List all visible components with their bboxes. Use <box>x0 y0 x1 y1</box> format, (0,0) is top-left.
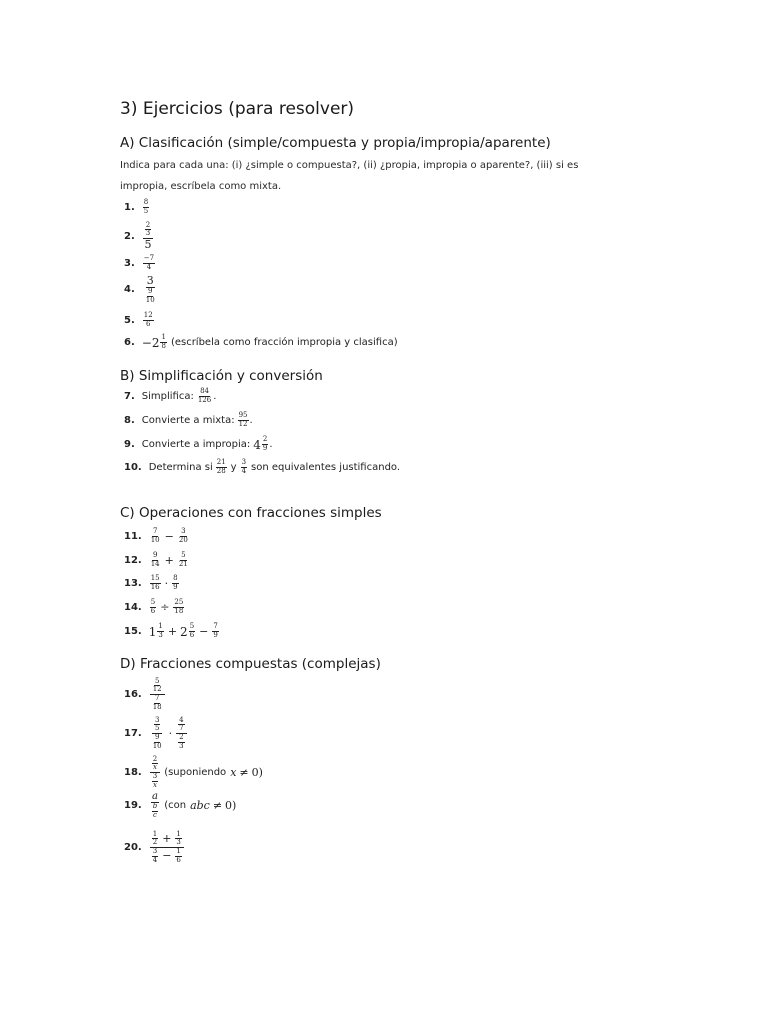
fraction: $\frac{7}{9}$ <box>213 622 218 639</box>
fraction: $\frac{3}{4}$ <box>241 458 247 475</box>
exercise-19: 19. $\frac{a}{\frac{b}{c}}$ (con abc ≠ 0) <box>124 790 237 819</box>
fraction: $\frac{21}{28}$ <box>216 458 226 475</box>
exercise-2: 2. $\frac{\frac{2}{3}}{5}$ <box>124 220 152 251</box>
fraction: $\frac{7}{10}$ <box>150 527 160 544</box>
fraction: $\frac{3}{20}$ <box>178 527 188 544</box>
exercise-10: 10. Determina si $\frac{21}{28}$ y $\frac{3}{4}$ son equivalentes justificando. <box>124 458 401 475</box>
compound-fraction: $\frac{1}{2}$ + $\frac{1}{3}$ $\frac{3}{4}$ − $\frac{1}{6}$ <box>150 831 184 865</box>
exercise-16: 16. $\frac{\frac{5}{12}}{\frac{7}{18}}$ <box>124 694 166 695</box>
exercise-17: 17. $\frac{\frac{3}{5}}{\frac{9}{10}}$ · $\frac{\frac{4}{7}}{\frac{2}{3}}$ <box>124 733 188 734</box>
fraction: $\frac{84}{126}$ <box>197 387 212 404</box>
fraction: $\frac{5}{21}$ <box>178 551 188 568</box>
fraction: $\frac{1}{3}$ <box>158 622 163 639</box>
fraction: $\frac{1}{8}$ <box>161 333 166 350</box>
fraction: $\frac{8}{5}$ <box>143 198 149 215</box>
compound-fraction: $\frac{\frac{5}{12}}{\frac{7}{18}}$ <box>150 678 165 712</box>
fraction: $\frac{95}{12}$ <box>238 411 248 428</box>
exercise-14: 14. $\frac{5}{6}$ ÷ $\frac{25}{18}$ <box>124 598 184 615</box>
fraction: $\frac{9}{14}$ <box>150 551 160 568</box>
compound-fraction: $\frac{\frac{4}{7}}{\frac{2}{3}}$ <box>176 717 186 751</box>
exercise-18: 18. $\frac{\frac{2}{x}}{\frac{3}{x}}$ (suponiendo x ≠ 0) <box>124 754 263 789</box>
section-a-intro: Indica para cada una: (i) ¿simple o compuesta?, (ii) ¿propia, impropia o aparente?, (iii) si es impropia, escríbela como mixta. <box>120 160 579 192</box>
compound-fraction: $\frac{\frac{3}{5}}{\frac{9}{10}}$ <box>152 715 162 750</box>
section-b-title: B) Simplificación y conversión <box>120 368 323 384</box>
exercise-15: 15. 1 $\frac{1}{3}$ + 2 $\frac{5}{6}$ − $\frac{7}{9}$ <box>124 622 218 639</box>
fraction: $\frac{8}{9}$ <box>173 574 178 591</box>
compound-fraction: $\frac{\frac{2}{x}}{\frac{3}{x}}$ <box>150 756 160 790</box>
exercise-11: 11. $\frac{7}{10}$ − $\frac{3}{20}$ <box>124 527 188 544</box>
page-title: 3) Ejercicios (para resolver) <box>120 99 355 119</box>
section-c-title: C) Operaciones con fracciones simples <box>120 505 382 521</box>
section-a-title: A) Clasificación (simple/compuesta y propia/impropia/aparente) <box>120 135 551 151</box>
exercise-6: 6. −2 $\frac{1}{8}$ (escríbela como fracción impropia y clasifica) <box>124 333 398 350</box>
exercise-20: 20. $\frac{1}{2}$ + $\frac{1}{3}$ $\frac{3}{4}$ − $\frac{1}{6}$ <box>124 847 185 848</box>
exercise-9: 9. Convierte a impropia: 4 $\frac{2}{9}$ . <box>124 435 273 452</box>
compound-fraction: $\frac{3}{\frac{9}{10}}$ <box>145 273 155 304</box>
exercise-3: 3. $\frac{-7}{4}$ <box>124 254 155 271</box>
section-d-title: D) Fracciones compuestas (complejas) <box>120 656 381 672</box>
fraction: $\frac{-7}{4}$ <box>143 254 155 271</box>
fraction: $\frac{5}{6}$ <box>150 598 156 615</box>
exercise-12: 12. $\frac{9}{14}$ + $\frac{5}{21}$ <box>124 551 188 568</box>
exercise-8: 8. Convierte a mixta: $\frac{95}{12}$ . <box>124 411 253 428</box>
fraction: $\frac{15}{16}$ <box>150 574 160 591</box>
exercise-1: 1. $\frac{8}{5}$ <box>124 198 149 215</box>
compound-fraction: $\frac{\frac{2}{3}}{5}$ <box>144 220 152 251</box>
fraction: $\frac{25}{18}$ <box>174 598 184 615</box>
exercise-7: 7. Simplifica: $\frac{84}{126}$ . <box>124 387 217 404</box>
fraction: $\frac{2}{9}$ <box>262 435 268 452</box>
fraction: $\frac{12}{6}$ <box>143 311 153 328</box>
exercise-5: 5. $\frac{12}{6}$ <box>124 311 153 328</box>
fraction: $\frac{5}{6}$ <box>189 622 195 639</box>
exercise-4: 4. $\frac{3}{\frac{9}{10}}$ <box>124 289 159 290</box>
exercise-13: 13. $\frac{15}{16}$ · $\frac{8}{9}$ <box>124 574 178 591</box>
compound-fraction: $\frac{a}{\frac{b}{c}}$ <box>151 790 158 819</box>
